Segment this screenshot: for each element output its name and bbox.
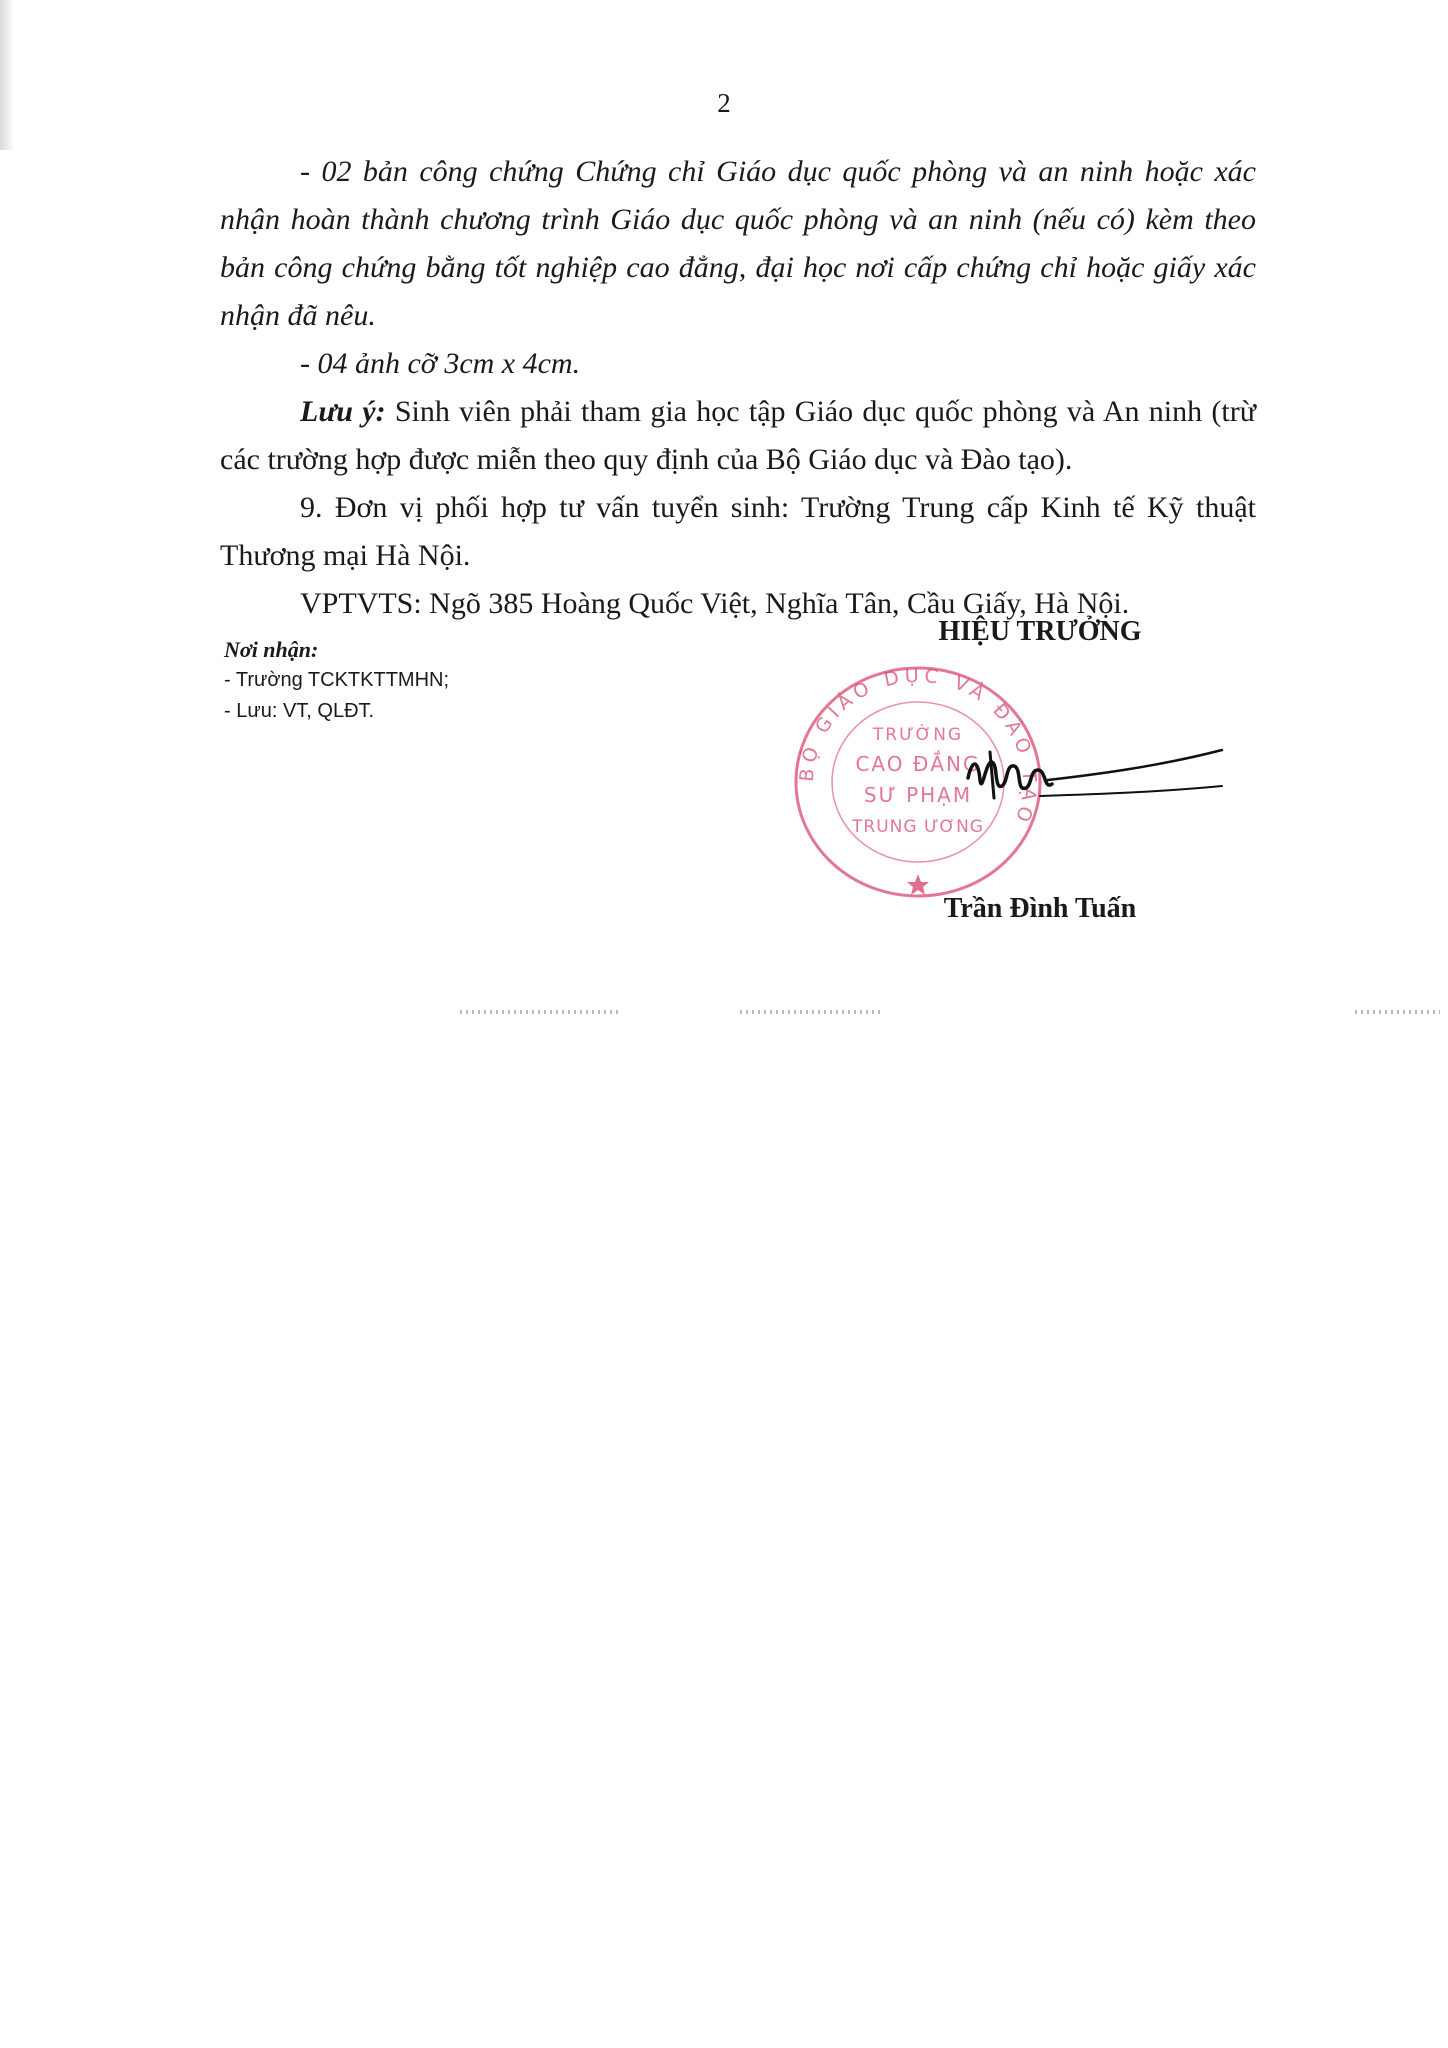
- seal-center-line: CAO ĐẲNG: [855, 752, 981, 776]
- note-label: Lưu ý:: [300, 395, 386, 428]
- document-body: [220, 148, 1256, 628]
- seal-star-icon: [907, 874, 929, 895]
- seal-center-line: SƯ PHẠM: [863, 783, 973, 807]
- scan-artifact: [740, 1010, 880, 1014]
- scan-artifact: [460, 1010, 620, 1014]
- item-9: 9. Đơn vị phối hợp tư vấn tuyển sinh: Trường Trung cấp Kinh tế Kỹ thuật Thương mại Hà Nội.: [220, 491, 1256, 572]
- recipients-block: [224, 634, 449, 727]
- seal-center-line: TRUNG ƯƠNG: [852, 817, 984, 837]
- signer-title: HIỆU TRƯỞNG: [938, 616, 1142, 647]
- scan-artifact: [1355, 1010, 1440, 1014]
- handwritten-signature: [960, 740, 1230, 810]
- seal-center-line: TRƯỜNG: [872, 725, 964, 745]
- scan-edge-shadow: [0, 0, 14, 150]
- recipient-line: - Lưu: VT, QLĐT.: [224, 700, 375, 722]
- page-number: 2: [717, 88, 731, 118]
- note-paragraph: [220, 388, 1256, 484]
- recipient-line: - Trường TCKTKTTMHN;: [224, 669, 450, 691]
- note-text: Sinh viên phải tham gia học tập Giáo dục quốc phòng và An ninh (trừ các trường hợp được miễn theo quy định của Bộ Giáo dục và Đào tạo).: [220, 395, 1256, 476]
- item-photos: - 04 ảnh cỡ 3cm x 4cm.: [300, 347, 581, 380]
- signer-name: Trần Đình Tuấn: [943, 893, 1137, 924]
- seal-ring-text: BỘ GIÁO DỤC VÀ ĐÀO TẠO: [795, 664, 1041, 830]
- item-certificate: - 02 bản công chứng Chứng chỉ Giáo dục quốc phòng và an ninh hoặc xác nhận hoàn thành chương trình Giáo dục quốc phòng và an ninh (nếu có) kèm theo bản công chứng bằng tốt nghiệp cao đẳng, đại học nơi cấp chứng chỉ hoặc giấy xác nhận đã nêu.: [220, 155, 1256, 332]
- recipients-title: Nơi nhận:: [224, 637, 319, 662]
- office-address: VPTVTS: Ngõ 385 Hoàng Quốc Việt, Nghĩa Tân, Cầu Giấy, Hà Nội.: [300, 587, 1130, 620]
